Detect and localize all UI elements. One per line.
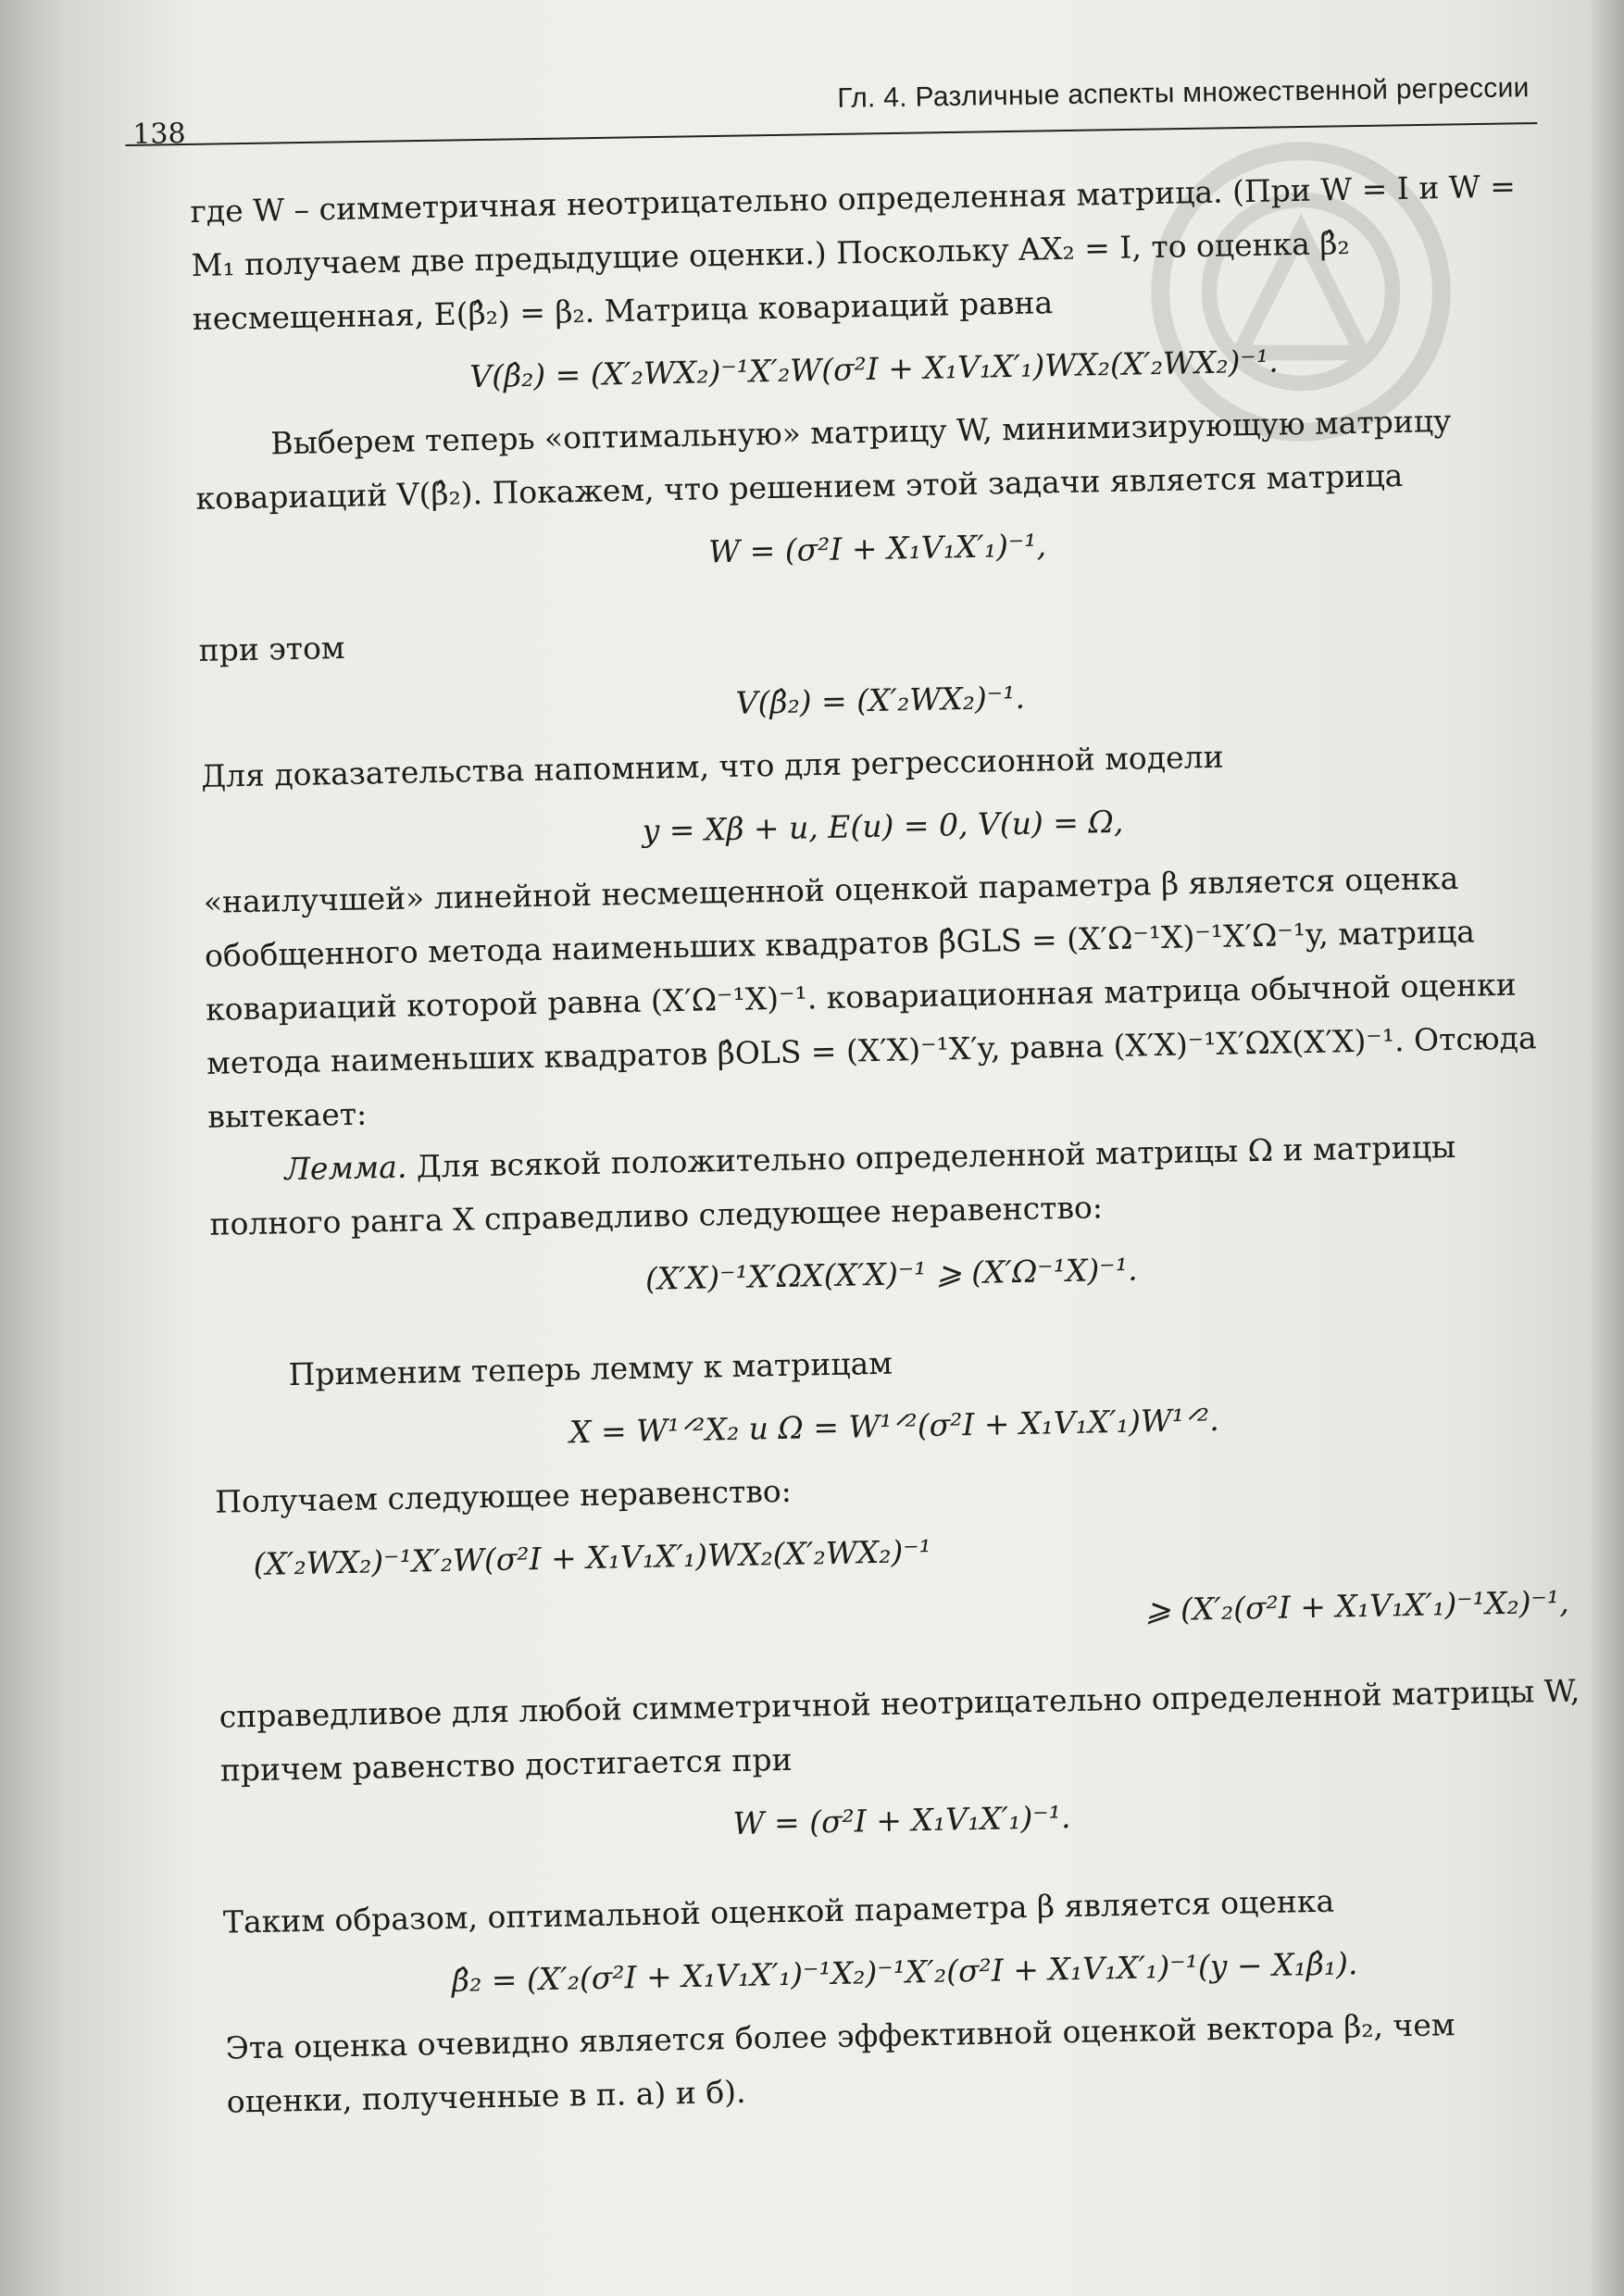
page-header: [124, 63, 1537, 150]
page-number: 138: [132, 117, 186, 151]
paragraph-1: где W – симметричная неотрицательно определенная матрица. (При W = I и W = M₁ получаем две предыдущие оценки.) Поскольку AX₂ = I, то оценка β̂₂ несмещенная, E(β̂₂) = β₂. Матрица ковариаций равна: [190, 168, 1517, 337]
paragraph-5: «наилучшей» линейной несмещенной оценкой параметра β является оценка обобщенного метода наименьших квадратов β̂GLS = (X′Ω⁻¹X)⁻¹X′Ω⁻¹y, матрица ковариаций которой равна (X′Ω⁻¹X)⁻¹. ковариационная матрица обычной оценки метода наименьших квадратов β̂OLS = (X′X)⁻¹X′y, равна (X′X)⁻¹X′ΩX(X′X)⁻¹. Отсюда вытекает:: [203, 859, 1537, 1135]
paragraph-10: Эта оценка очевидно является более эффективной оценкой вектора β₂, чем оценки, полученные в п. а) и б).: [225, 2006, 1455, 2120]
formula-optimal-w: W = (σ²I + X₁V₁X′₁)⁻¹,: [707, 527, 1047, 570]
formula-optimal-estimator: β̂₂ = (X′₂(σ²I + X₁V₁X′₁)⁻¹X₂)⁻¹X′₂(σ²I + X₁V₁X′₁)⁻¹(y − X₁β̂₁).: [451, 1945, 1358, 1999]
formula-covariance-optimal: V(β̂₂) = (X′₂WX₂)⁻¹.: [735, 679, 1026, 721]
lemma-label: Лемма.: [284, 1148, 407, 1188]
paragraph-9: Таким образом, оптимальной оценкой параметра β является оценка: [222, 1882, 1335, 1940]
formula-equality-condition: W = (σ²I + X₁V₁X′₁)⁻¹.: [732, 1799, 1071, 1842]
paragraph-8: справедливое для любой симметричной неотрицательно определенной матрицы W, причем равенство достигается при: [219, 1672, 1580, 1789]
main-text: [190, 159, 1588, 2129]
lemma-text: Для всякой положительно определенной матрицы Ω и матрицы полного ранга X справедливо следующее неравенство:: [209, 1128, 1456, 1242]
formula-inequality-left: (X′₂WX₂)⁻¹X′₂W(σ²I + X₁V₁X′₁)WX₂(X′₂WX₂)⁻¹: [253, 1532, 932, 1582]
paragraph-7: Получаем следующее неравенство:: [214, 1472, 793, 1520]
formula-substitution: X = W¹ᐟ²X₂ и Ω = W¹ᐟ²(σ²I + X₁V₁X′₁)W¹ᐟ².: [568, 1401, 1220, 1451]
running-head: Гл. 4. Различные аспекты множественной регрессии: [837, 72, 1530, 114]
paragraph-6: Применим теперь лемму к матрицам: [288, 1344, 893, 1393]
paragraph-2: Выберем теперь «оптимальную» матрицу W, минимизирующую матрицу ковариаций V(β̂₂). Покажем, что решением этой задачи является матрица: [195, 402, 1452, 517]
formula-covariance: V(β̂₂) = (X′₂WX₂)⁻¹X′₂W(σ²I + X₁V₁X′₁)WX₂(X′₂WX₂)⁻¹.: [468, 343, 1279, 395]
formula-regression-model: y = Xβ + u, E(u) = 0, V(u) = Ω,: [642, 803, 1124, 849]
page-edge-shadow: [1587, 0, 1624, 2296]
formula-lemma-inequality: (X′X)⁻¹X′ΩX(X′X)⁻¹ ⩾ (X′Ω⁻¹X)⁻¹.: [644, 1251, 1138, 1297]
formula-inequality-right: ⩾ (X′₂(σ²I + X₁V₁X′₁)⁻¹X₂)⁻¹,: [1144, 1583, 1570, 1628]
paragraph-3: при этом: [198, 629, 345, 668]
paragraph-4: Для доказательства напомним, что для регрессионной модели: [200, 738, 1224, 794]
